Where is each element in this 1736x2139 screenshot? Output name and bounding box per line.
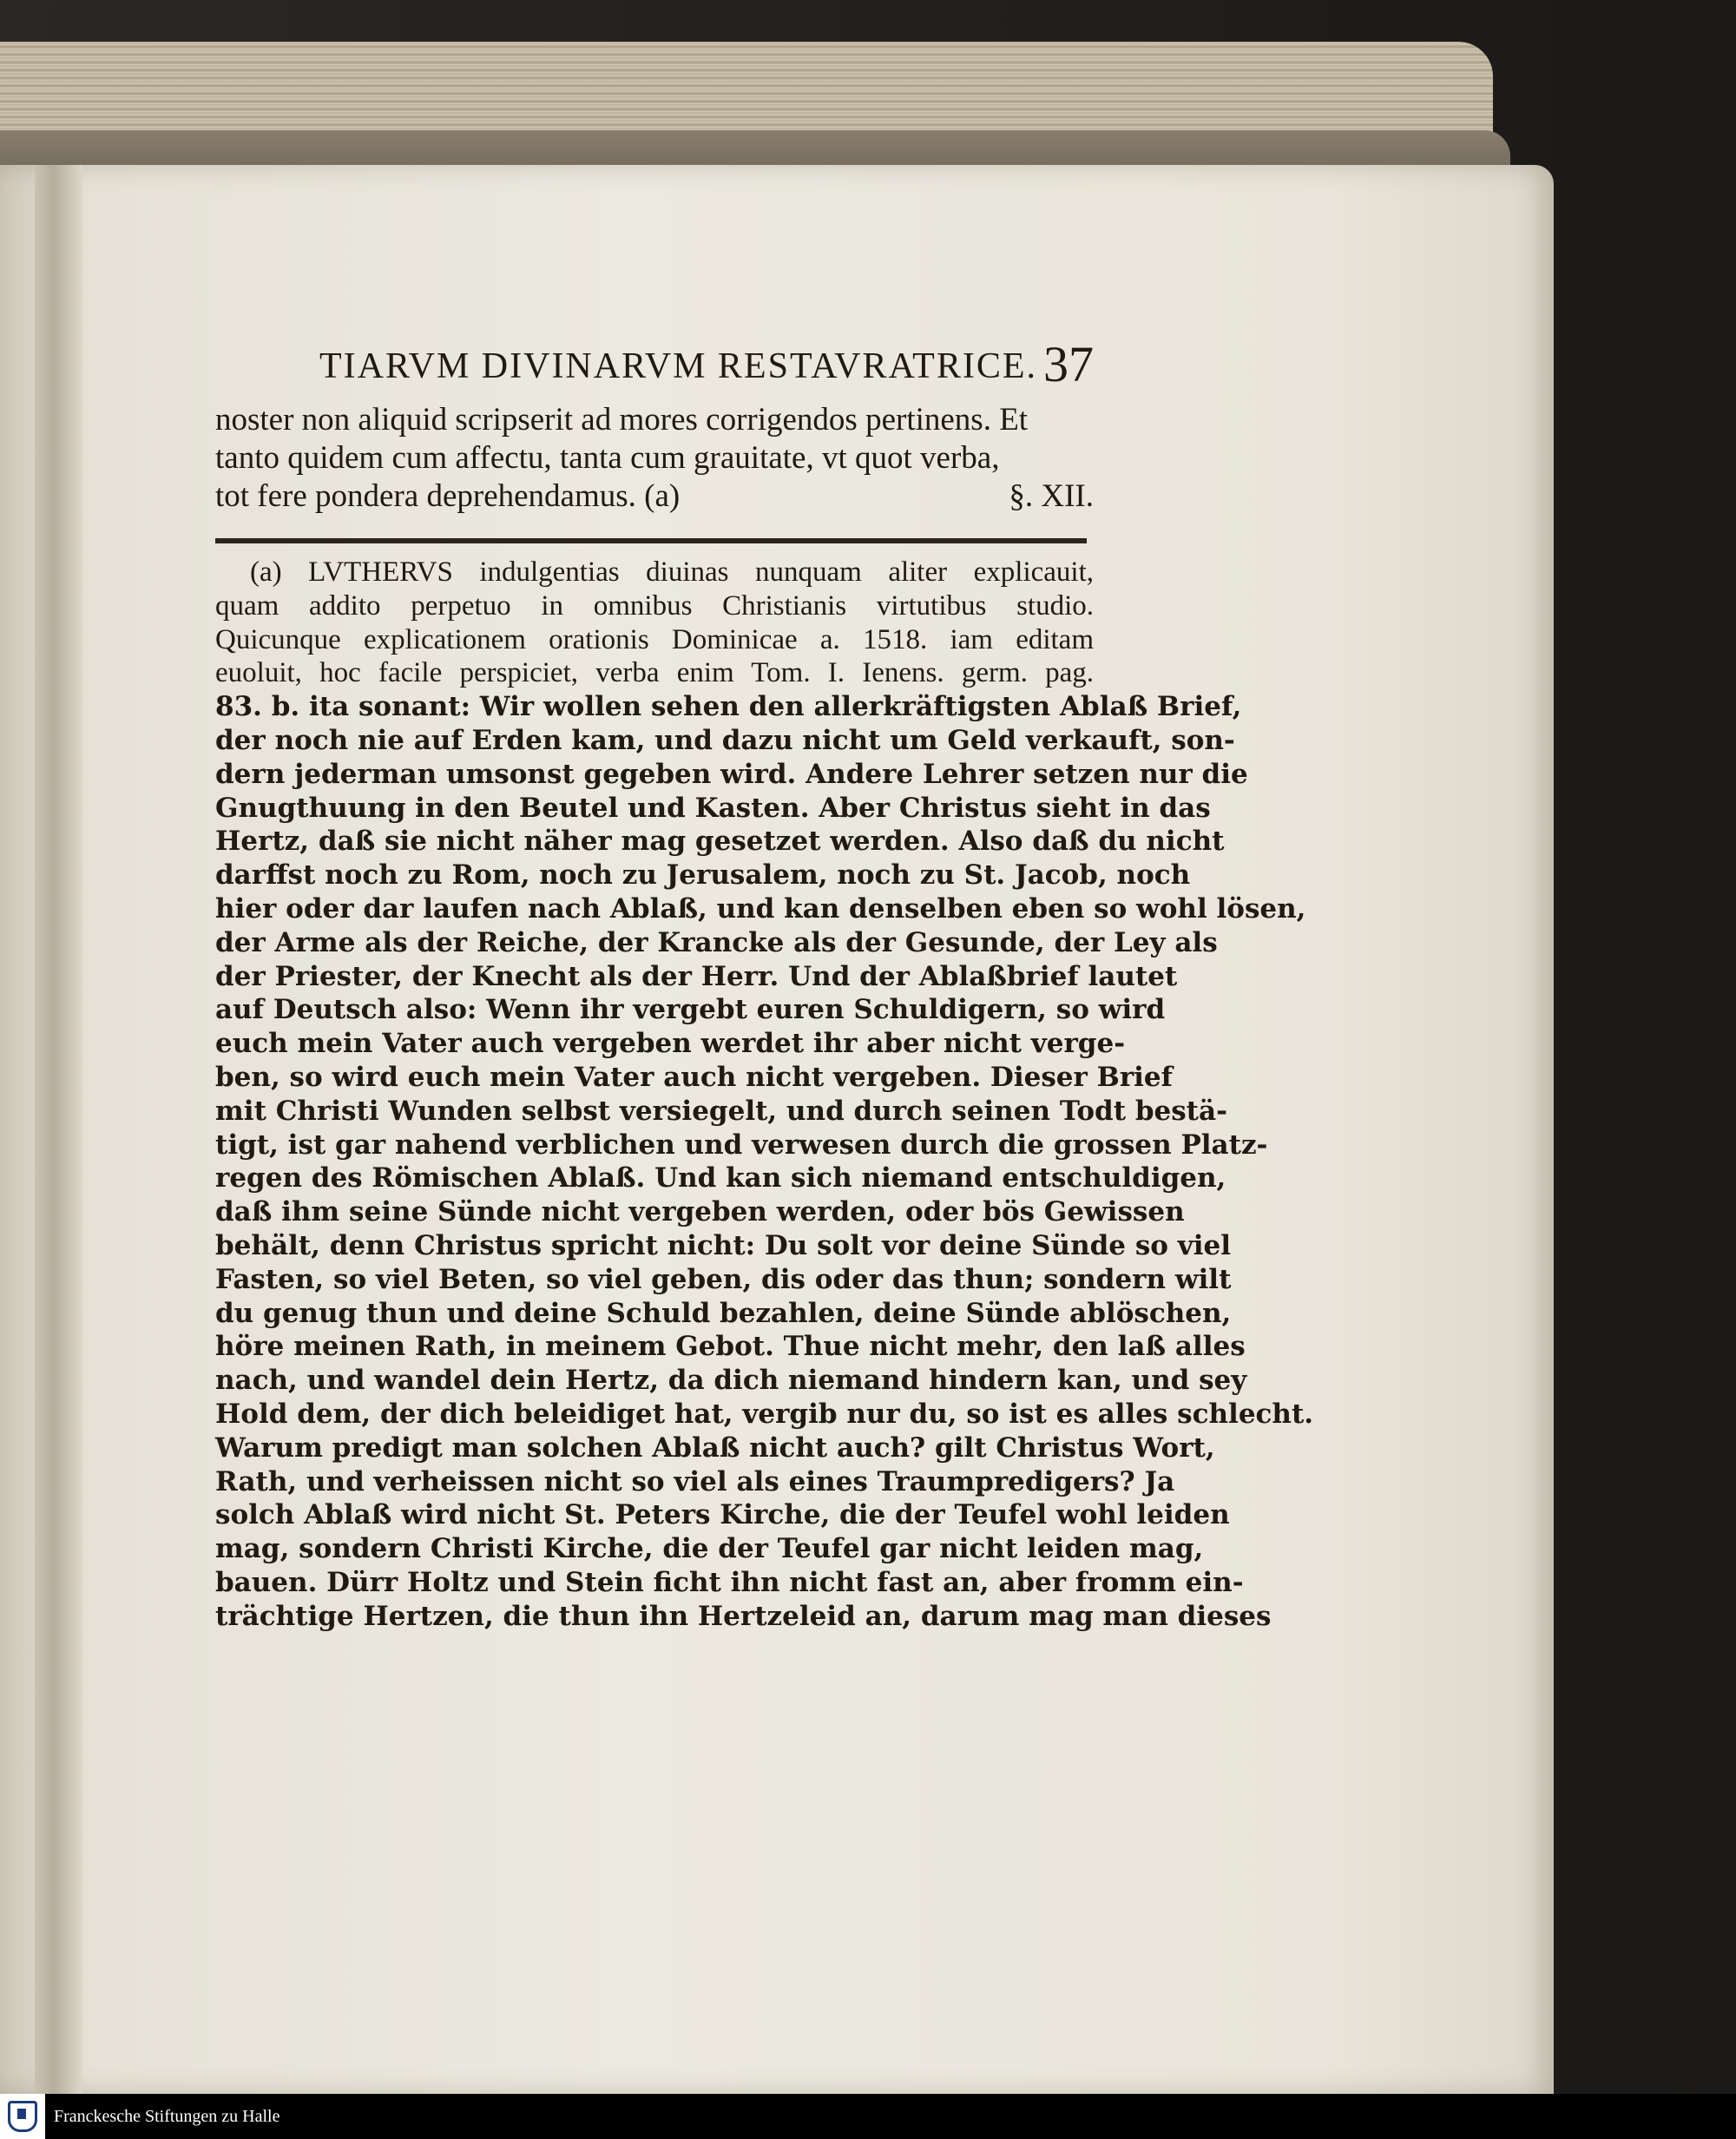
footnote — [215, 556, 1314, 1634]
footnote-line: dern jederman umsonst gegeben wird. Andere Lehrer setzen nur die — [215, 758, 1248, 790]
institution-logo — [0, 2094, 45, 2139]
footnote-line: der Arme als der Reiche, der Krancke als der Gesunde, der Ley als — [215, 926, 1218, 958]
footnote-line: Quicunque explicationem orationis Dominicae a. 1518. iam editam — [215, 623, 1094, 655]
footnote-line: du genug thun und deine Schuld bezahlen, deine Sünde ablöschen, — [215, 1297, 1232, 1329]
footnote-line: tigt, ist gar nahend verblichen und verwesen durch die grossen Platz- — [215, 1129, 1268, 1161]
institution-credit: Franckesche Stiftungen zu Halle — [54, 2106, 280, 2126]
footnote-line: mag, sondern Christi Kirche, die der Teufel gar nicht leiden mag, — [215, 1533, 1204, 1565]
footnote-line: trächtige Hertzen, die thun ihn Hertzeleid an, darum mag man dieses — [215, 1600, 1272, 1632]
footnote-line: Hold dem, der dich beleidiget hat, vergib nur du, so ist es alles schlecht. — [215, 1398, 1314, 1430]
footnote-line: darffst noch zu Rom, noch zu Jerusalem, noch zu St. Jacob, noch — [215, 859, 1191, 892]
footnote-line: solch Ablaß wird nicht St. Peters Kirche, die der Teufel wohl leiden — [215, 1499, 1230, 1531]
text-line: noster non aliquid scripserit ad mores corrigendos pertinens. Et — [215, 402, 1029, 438]
footnote-divider — [215, 538, 1087, 543]
footnote-line: auf Deutsch also: Wenn ihr vergebt euren Schuldigern, so wird — [215, 994, 1166, 1026]
footnote-line: Rath, und verheissen nicht so viel als eines Traumpredigers? Ja — [215, 1465, 1175, 1497]
footnote-line: behält, denn Christus spricht nicht: Du solt vor deine Sünde so viel — [215, 1229, 1232, 1261]
shield-icon — [8, 2101, 37, 2132]
footnote-line: ben, so wird euch mein Vater auch nicht vergeben. Dieser Brief — [215, 1061, 1173, 1093]
footnote-line: daß ihm seine Sünde nicht vergeben werden, oder bös Gewissen — [215, 1196, 1185, 1228]
footnote-line: höre meinen Rath, in meinem Gebot. Thue nicht mehr, den laß alles — [215, 1331, 1246, 1363]
footnote-line: 83. b. ita sonant: Wir wollen sehen den allerkräftigsten Ablaß Brief, — [215, 691, 1242, 723]
footnote-line: der Priester, der Knecht als der Herr. Und der Ablaßbrief lautet — [215, 960, 1178, 992]
main-text — [215, 401, 1094, 516]
footnote-line: euch mein Vater auch vergeben werdet ihr aber nicht verge- — [215, 1028, 1126, 1060]
page-number: 37 — [1043, 336, 1094, 392]
footnote-line: hier oder dar laufen nach Ablaß, und kan denselben eben so wohl lösen, — [215, 892, 1306, 925]
footer-bar — [0, 2094, 1736, 2139]
page-text-block — [215, 336, 1314, 1634]
footnote-line: der noch nie auf Erden kam, und dazu nicht um Geld verkauft, son- — [215, 724, 1235, 756]
footnote-line: euoluit, hoc facile perspiciet, verba enim Tom. I. Ienens. germ. pag. — [215, 657, 1094, 689]
running-head — [215, 336, 1094, 401]
text-line: tot fere pondera deprehendamus. (a) §. XII. — [215, 478, 1094, 514]
footnote-line: quam addito perpetuo in omnibus Christianis virtutibus studio. — [215, 589, 1094, 622]
section-mark: §. XII. — [1009, 478, 1094, 514]
footnote-line: regen des Römischen Ablaß. Und kan sich niemand entschuldigen, — [215, 1162, 1226, 1195]
footnote-line: Gnugthuung in den Beutel und Kasten. Aber Christus sieht in das — [215, 792, 1211, 824]
running-title: TIARVM DIVINARVM RESTAVRATRICE. — [319, 346, 1038, 386]
text-line: tanto quidem cum affectu, tanta cum grauitate, vt quot verba, — [215, 440, 1000, 476]
book-gutter — [35, 165, 82, 2094]
footnote-line: mit Christi Wunden selbst versiegelt, und durch seinen Todt bestä- — [215, 1095, 1227, 1127]
footnote-line: Hertz, daß sie nicht näher mag gesetzet werden. Also daß du nicht — [215, 826, 1225, 858]
footnote-line: Warum predigt man solchen Ablaß nicht auch? gilt Christus Wort, — [215, 1431, 1215, 1464]
footnote-line: (a) LVTHERVS indulgentias diuinas nunquam aliter explicauit, — [250, 556, 1094, 588]
footnote-line: bauen. Dürr Holtz und Stein ficht ihn nicht fast an, aber fromm ein- — [215, 1566, 1244, 1598]
footnote-line: Fasten, so viel Beten, so viel geben, dis oder das thun; sondern wilt — [215, 1263, 1232, 1295]
footnote-line: nach, und wandel dein Hertz, da dich niemand hindern kan, und sey — [215, 1365, 1247, 1397]
